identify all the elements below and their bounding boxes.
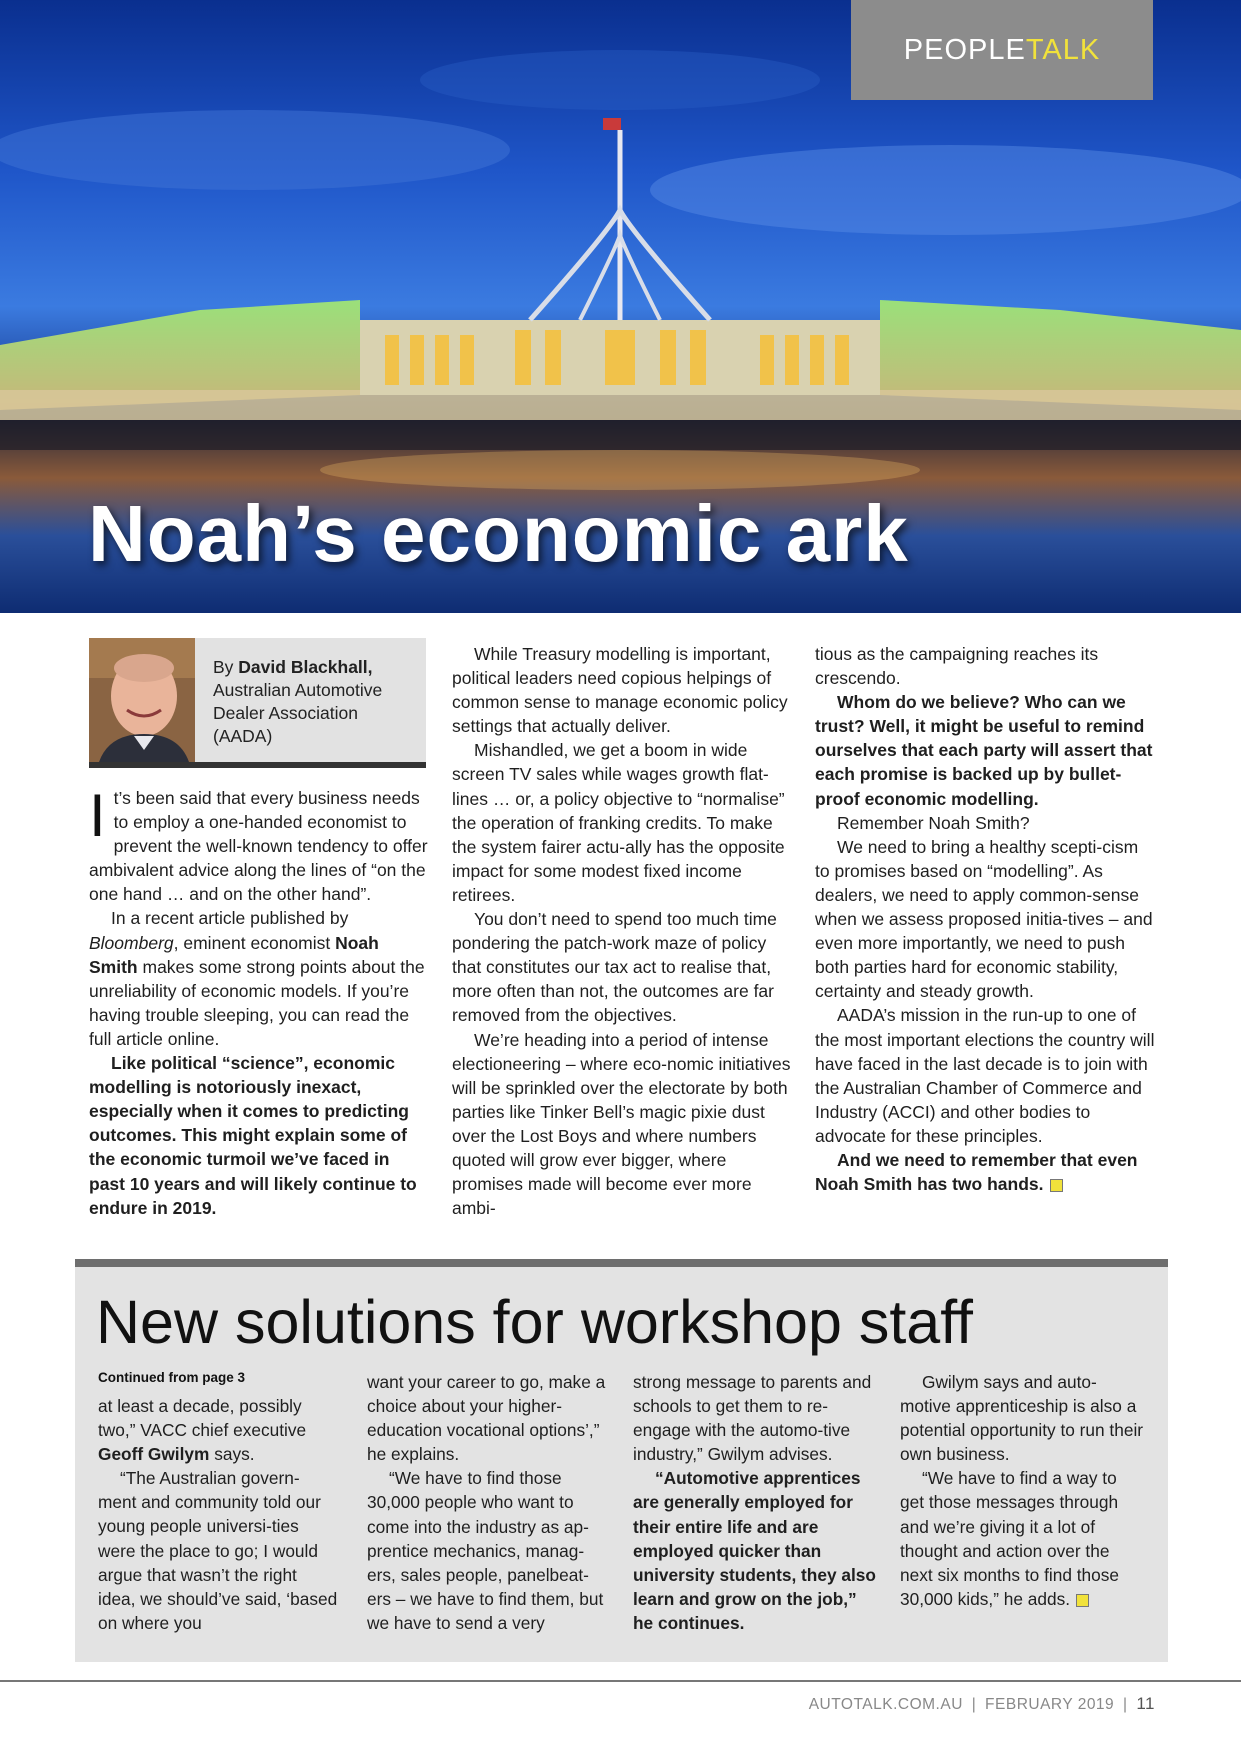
paragraph: You don’t need to spend too much time pondering the patch-work maze of policy that constitutes our tax act to realise that, more often than not, the outcomes are far removed from the objectives. [452, 909, 777, 1026]
paragraph: Mishandled, we get a boom in wide screen TV sales while wages growth flat-lines … or, a policy objective to “normalise” the operation of franking credits. To make the system fairer actu-ally has the opposite impact for some modest fixed income retirees. [452, 740, 785, 905]
footer-divider [0, 1680, 1241, 1682]
paragraph-bold [633, 1466, 878, 1635]
paragraph [89, 782, 429, 906]
publication-name: Bloomberg [89, 932, 174, 953]
byline-box [89, 638, 426, 768]
article1-column-3 [815, 642, 1155, 1196]
byline-text [213, 656, 413, 748]
paragraph-text: In a recent article published by [111, 908, 349, 929]
paragraph: While Treasury modelling is important, political leaders need copious helpings of common sense to manage economic policy settings that actually deliver. [452, 644, 788, 737]
continued-note: Continued from page 3 [98, 1370, 246, 1385]
dropcap: I [89, 782, 106, 849]
paragraph: strong message to parents and schools to get them to re-engage with the automo-tive industry,” Gwilym advises. [633, 1372, 872, 1465]
paragraph: want your career to go, make a choice about your higher-education vocational options’,” he explains. [367, 1372, 606, 1465]
paragraph: tious as the campaigning reaches its crescendo. [815, 644, 1099, 689]
article2-column-1 [98, 1394, 338, 1635]
paragraph [89, 906, 429, 1051]
paragraph-text: , eminent economist [173, 932, 336, 953]
section-tag [851, 0, 1153, 100]
paragraph-text: And we need to remember that even Noah Smith has two hands. [815, 1149, 1138, 1195]
footer-issue: FEBRUARY 2019 [985, 1696, 1115, 1713]
article2-column-4 [900, 1370, 1145, 1611]
person-name: Geoff Gwilym [98, 1444, 210, 1465]
footer-separator: | [1123, 1696, 1128, 1713]
byline-author: David Blackhall, [238, 657, 373, 677]
paragraph-text: Whom do we believe? Who can we trust? Well, it might be useful to remind ourselves that each party will assert that each promise is backed up by bullet-proof economic modelling. [815, 692, 1153, 809]
paragraph: Remember Noah Smith? [837, 812, 1030, 833]
paragraph: Gwilym says and auto-motive apprenticeship is also a potential opportunity to run their own business. [900, 1372, 1144, 1465]
article1-column-2 [452, 642, 792, 1220]
paragraph: We’re heading into a period of intense electioneering – where eco-nomic initiatives will be sprinkled over the electorate by both parties like Tinker Bell’s magic pixie dust over the Lost Boys and where numbers quoted will grow ever bigger, where promises made will become ever more ambi- [452, 1029, 791, 1219]
article-title: Noah’s economic ark [88, 489, 909, 578]
paragraph-text: makes some strong points about the unreliability of economic models. If you’re having trouble sleeping, you can read the full article online. [89, 956, 425, 1049]
paragraph-bold [89, 1051, 429, 1220]
paragraph-text: “Automotive apprentices are generally employed for their entire life and are employed quicker than university students, they also learn and grow on the job,” he continues. [633, 1468, 876, 1633]
byline-prefix: By [213, 657, 239, 677]
section-tag-people: PEOPLE [903, 33, 1026, 66]
paragraph-text: t’s been said that every business needs to employ a one-handed economist to prevent the well-known tendency to offer ambivalent advice along the lines of “on the one hand … and on the other hand”. [89, 788, 428, 905]
page-footer [809, 1694, 1155, 1714]
paragraph [900, 1466, 1145, 1611]
person-name: Noah Smith [89, 932, 379, 977]
paragraph-bold [815, 1148, 1155, 1196]
article2-column-2 [367, 1370, 612, 1635]
article2-column-3 [633, 1370, 878, 1635]
hero-image [0, 0, 1241, 613]
footer-separator: | [971, 1696, 977, 1713]
paragraph-text: “We have to find a way to get those messages through and we’re giving it a lot of thought and action over the next six months to find those 30,000 kids,” he adds. [900, 1468, 1120, 1609]
page-number: 11 [1136, 1694, 1155, 1713]
author-photo [89, 638, 195, 762]
paragraph: “We have to find those 30,000 people who want to come into the industry as ap-prentice mechanics, manag-ers, sales people, panelbeat-ers – we have to find them, but we have to send a very [367, 1468, 604, 1633]
paragraph: AADA’s mission in the run-up to one of the most important elections the country will have faced in the last decade is to join with the Australian Chamber of Commerce and Industry (ACCI) and other bodies to advocate for these principles. [815, 1005, 1155, 1146]
paragraph: We need to bring a healthy scepti-cism to promises based on “modelling”. As dealers, we need to apply common-sense when we assess proposed initia-tives – and even more importantly, we need to push both parties hard for economic stability, certainty and steady growth. [815, 836, 1153, 1002]
paragraph: “The Australian govern-ment and community told our young people universi-ties were the place to go; I would argue that wasn’t the right idea, we should’ve said, ‘based on where you [98, 1468, 338, 1633]
article2-box [75, 1259, 1168, 1662]
article1-column-1 [89, 782, 429, 1220]
paragraph [98, 1394, 338, 1466]
article2-title: New solutions for workshop staff [96, 1288, 973, 1356]
paragraph-text: at least a decade, possibly two,” VACC chief executive [98, 1396, 307, 1441]
paragraph-text: says. [209, 1444, 255, 1465]
footer-site: AUTOTALK.COM.AU [808, 1696, 963, 1713]
byline-affiliation: Australian Automotive Dealer Association (AADA) [213, 680, 383, 746]
section-tag-talk: TALK [1025, 33, 1101, 66]
end-mark-icon [1050, 1179, 1063, 1192]
end-mark-icon [1076, 1594, 1089, 1607]
paragraph-text: Like political “science”, economic modelling is notoriously inexact, especially when it comes to predicting outcomes. This might explain some of the economic turmoil we’ve faced in past 10 years and will likely continue to endure in 2019. [89, 1053, 417, 1218]
paragraph-bold [815, 690, 1155, 810]
